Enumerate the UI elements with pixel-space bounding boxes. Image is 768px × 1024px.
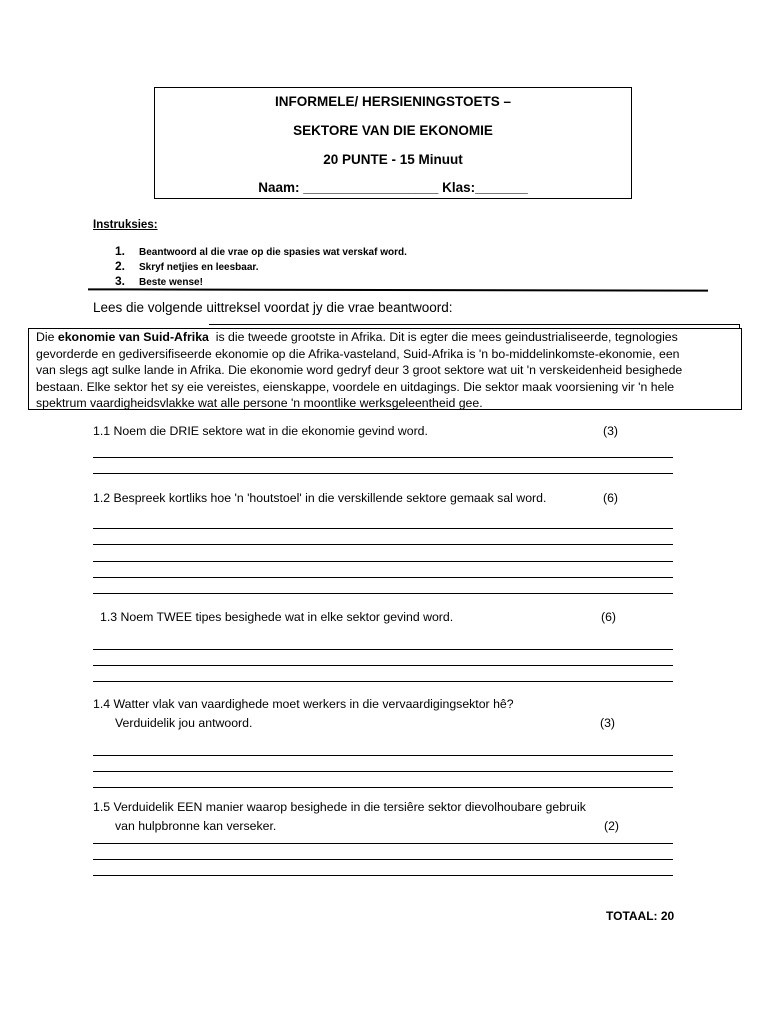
answer-line[interactable] [93,771,673,772]
answer-line[interactable] [93,875,673,876]
excerpt-line1-rest: is die tweede grootste in Afrika. Dit is egter die mees geindustrialiseerde, tegnologies [208,330,678,344]
answer-line[interactable] [93,473,673,474]
question-1-5-continued: van hulpbronne kan verseker. [115,819,277,833]
excerpt-line: gevorderde en gediversifiseerde ekonomie op die Afrika-vasteland, Suid-Afrika is 'n bo-middelinkomste-ekonomie, een [36,346,680,361]
answer-line[interactable] [93,787,673,788]
excerpt-text [36,329,736,412]
instruction-number: 3. [115,274,126,288]
test-points-time: 20 PUNTE - 15 Minuut [323,152,463,167]
answer-line[interactable] [93,859,673,860]
question-marks: (6) [603,491,619,505]
answer-line[interactable] [93,681,673,682]
instruction-item [115,259,259,275]
answer-line[interactable] [93,577,673,578]
question-1-3: 1.3 Noem TWEE tipes besighede wat in elke sektor gevind word. [100,610,454,624]
test-subject: SEKTORE VAN DIE EKONOMIE [293,123,493,138]
question-marks: (2) [604,819,620,833]
answer-line[interactable] [93,593,673,594]
answer-line[interactable] [93,457,673,458]
excerpt-prefix: Die [36,330,58,344]
answer-line[interactable] [93,544,673,545]
question-1-4-continued: Verduidelik jou antwoord. [115,716,253,730]
test-title: INFORMELE/ HERSIENINGSTOETS – [274,94,512,109]
excerpt-line: spektrum vaardigheidsvlakke wat alle persone 'n moontlike werksgeleentheid gee. [36,396,483,410]
instruction-number: 2. [115,259,126,273]
excerpt-line: bestaan. Elke sektor het sy eie vereistes, eienskappe, voordele en uitdagings. Die sektor maak voorsiening vir 'n hele [36,379,675,394]
divider-rule [88,288,708,291]
answer-line[interactable] [93,665,673,666]
instruction-number: 1. [115,244,126,258]
total-score: TOTAAL: 20 [606,909,675,923]
question-1-5: 1.5 Verduidelik EEN manier waarop besighede in die tersiêre sektor dievolhoubare gebruik [93,800,586,814]
header-box [154,87,632,199]
question-marks: (3) [603,424,619,438]
reading-instruction: Lees die volgende uittreksel voordat jy die vrae beantwoord: [93,300,453,315]
answer-line[interactable] [93,843,673,844]
name-class-field: Naam: __________________ Klas:_______ [258,180,528,195]
answer-line[interactable] [93,755,673,756]
excerpt-line [36,329,736,346]
instruction-text: Skryf netjies en leesbaar. [139,262,259,273]
instruction-item [115,244,407,260]
instruction-text: Beste wense! [139,277,203,288]
question-1-1: 1.1 Noem die DRIE sektore wat in die ekonomie gevind word. [93,424,428,438]
excerpt-bold-term: ekonomie van Suid-Afrika [57,330,209,344]
instructions-title: Instruksies: [93,219,158,231]
excerpt-line: van slegs agt sulke lande in Afrika. Die ekonomie word gedryf deur 3 groot sektore wat uit 'n verskeidenheid besighede [36,363,683,377]
question-1-4: 1.4 Watter vlak van vaardighede moet werkers in die vervaardigingsektor hê? [93,697,514,711]
question-marks: (6) [601,610,617,624]
question-1-2: 1.2 Bespreek kortliks hoe 'n 'houtstoel' in die verskillende sektore gemaak sal word. [93,491,547,505]
answer-line[interactable] [93,528,673,529]
question-marks: (3) [600,716,616,730]
instruction-text: Beantwoord al die vrae op die spasies wat verskaf word. [139,247,407,258]
answer-line[interactable] [93,649,673,650]
answer-line[interactable] [93,561,673,562]
